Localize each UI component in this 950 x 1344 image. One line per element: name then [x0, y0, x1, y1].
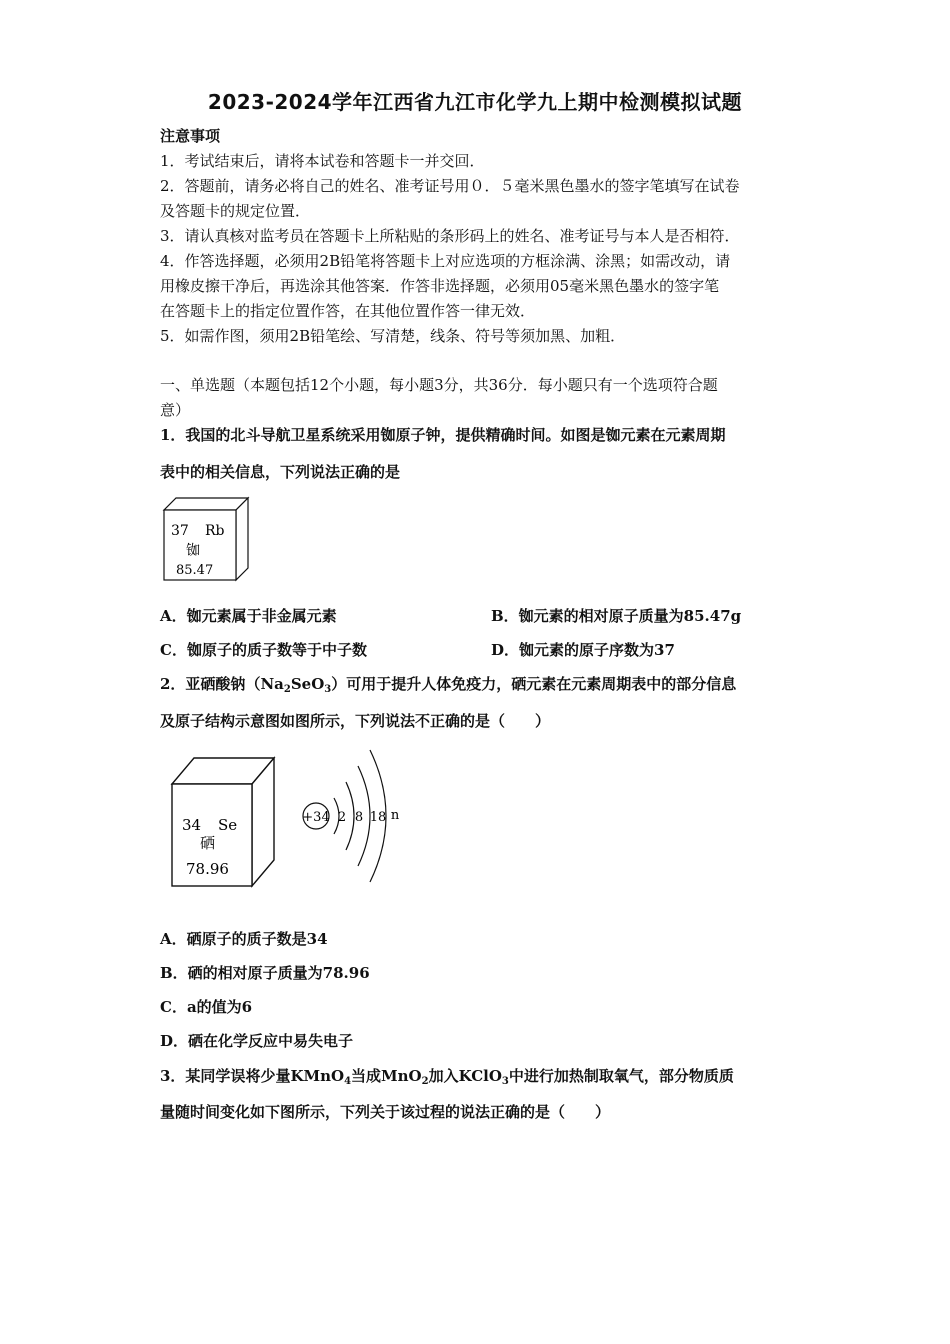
q1-stem-line1: 1．我国的北斗导航卫星系统采用铷原子钟，提供精确时间。如图是铷元素在元素周期: [160, 426, 726, 444]
q2-option-c[interactable]: C．a的值为6: [160, 998, 253, 1016]
q1-option-a[interactable]: A．铷元素属于非金属元素: [160, 607, 337, 625]
notice-line: 及答题卡的规定位置．: [160, 202, 311, 220]
q2-option-d[interactable]: D．硒在化学反应中易失电子: [160, 1032, 354, 1050]
notice-line: 用橡皮擦干净后，再选涂其他答案．作答非选择题，必须用05毫米黑色墨水的签字笔: [160, 277, 720, 295]
shell-electron-count: 2: [337, 810, 347, 825]
q3-stem-line1: 3．某同学误将少量KMnO$_4$当成MnO$_2$加入KClO$_3$中进行加热制取氧气，部分物质质: [160, 1067, 734, 1087]
q2-option-a[interactable]: A．硒原子的质子数是34: [160, 930, 328, 948]
section-line: 意）: [160, 401, 191, 419]
shell-electron-count: n: [390, 808, 400, 823]
notice-line: 5．如需作图，须用2B铅笔绘、写清楚，线条、符号等须加黑、加粗．: [160, 327, 626, 345]
q1-element-card: [158, 492, 254, 588]
q1-atomic-number: 37: [171, 523, 189, 539]
q2-option-b[interactable]: B．硒的相对原子质量为78.96: [160, 964, 370, 982]
notice-line: 1．考试结束后，请将本试卷和答题卡一并交回．: [160, 152, 485, 170]
q2-atom-structure: [296, 742, 416, 896]
shell-electron-count: 18: [369, 810, 387, 825]
q1-option-b[interactable]: B．铷元素的相对原子质量为85.47g: [491, 607, 742, 625]
q2-element-name: 硒: [200, 834, 216, 852]
electron-shell-arc: [346, 782, 354, 850]
q1-option-c[interactable]: C．铷原子的质子数等于中子数: [160, 641, 367, 659]
q2-element-card: [166, 742, 278, 892]
page-title: 2023-2024学年江西省九江市化学九上期中检测模拟试题: [207, 90, 743, 114]
notice-line: 4．作答选择题，必须用2B铅笔将答题卡上对应选项的方框涂满、涂黑；如需改动，请: [160, 252, 731, 270]
shell-electron-count: 8: [354, 810, 364, 825]
q3-stem-line2: 量随时间变化如下图所示，下列关于该过程的说法正确的是（ ）: [160, 1103, 611, 1121]
q2-atomic-mass: 78.96: [186, 860, 229, 878]
notice-heading: 注意事项: [160, 127, 221, 145]
q2-atomic-number: 34: [182, 816, 202, 834]
q2-stem-line1: 2．亚硒酸钠$(Na_2SeO_3)$可用于提升人体免疫力，硒元素在元素周期表中的部分信息: [160, 675, 737, 695]
q1-element-name: 铷: [186, 543, 200, 559]
q1-stem-line2: 表中的相关信息，下列说法正确的是: [160, 463, 401, 481]
notice-line: 在答题卡上的指定位置作答，在其他位置作答一律无效．: [160, 302, 536, 320]
section-heading: [160, 373, 800, 423]
notice-section: [160, 124, 800, 349]
notice-line: 3．请认真核对监考员在答题卡上所粘贴的条形码上的姓名、准考证号与本人是否相符．: [160, 227, 740, 245]
q2-element-symbol: Se: [218, 816, 238, 834]
q2-nucleus-charge: +34: [302, 810, 330, 825]
q1-atomic-mass: 85.47: [176, 563, 214, 578]
q1-element-symbol: Rb: [205, 523, 225, 539]
q1-option-d[interactable]: D．铷元素的原子序数为37: [491, 641, 675, 659]
section-line: 一、单选题（本题包括12个小题，每小题3分，共36分．每小题只有一个选项符合题: [160, 376, 718, 394]
notice-line: 2．答题前，请务必将自己的姓名、准考证号用０．５毫米黑色墨水的签字笔填写在试卷: [160, 177, 740, 195]
q2-stem-line2: 及原子结构示意图如图所示，下列说法不正确的是（ ）: [160, 712, 551, 730]
